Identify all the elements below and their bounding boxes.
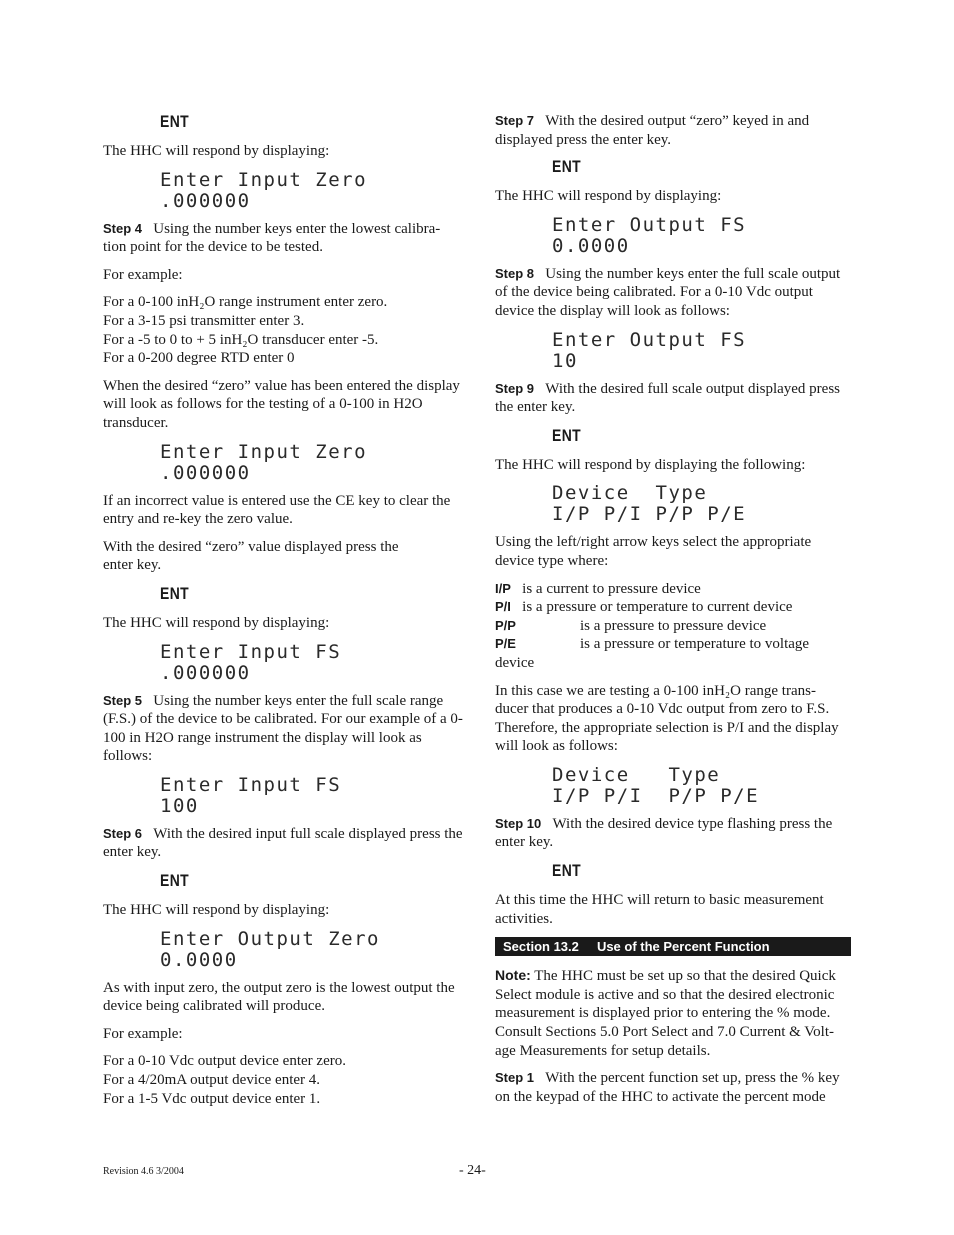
ent-key-label: ENT [552, 425, 582, 445]
paragraph: The HHC will respond by displaying: [103, 902, 330, 919]
list-item: For a 4/20mA output device enter 4. [103, 1072, 321, 1089]
ent-key-label: ENT [552, 861, 582, 881]
step-label: Step 4 [103, 220, 143, 236]
lcd-display: Enter Input FS .000000 [160, 640, 342, 684]
paragraph: The HHC will respond by displaying: [103, 614, 330, 631]
note-label: Note: [495, 967, 531, 984]
section-number: Section 13.2 [503, 939, 579, 955]
ent-key-label: ENT [160, 112, 190, 131]
note: Note: The HHC must be set up so that the desired Quick Select module is active and so that the desired electronic measurement is displayed prior to entering the % mode. Consult Sections 5.0 Port Select and 7.0 Current & Volt- age Measurements for setup details. [495, 967, 836, 1059]
list-item: device [495, 654, 535, 671]
step-9: Step 9 With the desired full scale output displayed press the enter key. [495, 380, 841, 416]
example-list [103, 1052, 463, 1108]
lcd-display: Device Type I/P P/I P/P P/E [552, 763, 760, 807]
paragraph: For example: [103, 266, 183, 283]
list-item: For a -5 to 0 to + 5 inH₂O transducer enter -5. [103, 331, 379, 348]
step-5: Step 5 Using the number keys enter the full scale range (F.S.) of the device to be calibrated. For our example of a 0-100 in H2O range instrument the display will look as follows: [103, 692, 463, 765]
paragraph: When the desired “zero” value has been entered the display will look as follows for the testing of a 0-100 in H2O transducer. [103, 377, 460, 431]
step-4: Step 4 Using the number keys enter the lowest calibra- tion point for the device to be tested. [103, 220, 441, 256]
list-item: I/P is a current to pressure device [495, 580, 701, 597]
type-code: P/P [495, 617, 516, 633]
revision-footer: Revision 4.6 3/2004 [103, 1166, 184, 1177]
step-8: Step 8 Using the number keys enter the full scale output of the device being calibrated. For a 0-10 Vdc output device the display will look as follows: [495, 265, 841, 319]
list-item: For a 0-10 Vdc output device enter zero. [103, 1053, 346, 1070]
step-label: Step 6 [103, 825, 143, 841]
list-item: For a 1-5 Vdc output device enter 1. [103, 1090, 321, 1107]
paragraph: For example: [103, 1025, 183, 1042]
step-7: Step 7 With the desired output “zero” keyed in and displayed press the enter key. [495, 113, 810, 148]
step-10: Step 10 With the desired device type flashing press the enter key. [495, 815, 833, 851]
right-column [495, 112, 851, 1115]
step-label: Step 1 [495, 1070, 535, 1086]
paragraph: In this case we are testing a 0-100 inH₂O range trans- ducer that produces a 0-10 Vdc output from zero to F.S. Therefore, the appropriate selection is P/I and the display will look as follows: [495, 682, 839, 755]
paragraph: With the desired “zero” value displayed press the enter key. [103, 538, 399, 574]
step-1: Step 1 With the percent function set up, press the % key on the keypad of the HHC to activate the percent mode [495, 1070, 840, 1105]
paragraph: If an incorrect value is entered use the CE key to clear the entry and re-key the zero value. [103, 492, 451, 528]
paragraph: Using the left/right arrow keys select the appropriate device type where: [495, 534, 812, 569]
lcd-display: Enter Output FS 10 [552, 328, 747, 372]
list-item: For a 0-200 degree RTD enter 0 [103, 350, 295, 367]
list-item: P/P is a pressure to pressure device [495, 617, 767, 634]
lcd-display: Device Type I/P P/I P/P P/E [552, 482, 747, 526]
lcd-display: Enter Input Zero .000000 [160, 440, 368, 484]
left-column [103, 112, 463, 1117]
type-code: P/E [495, 636, 516, 652]
list-item: P/I is a pressure or temperature to current device [495, 599, 793, 616]
page-number: - 24- [459, 1163, 486, 1178]
ent-key-label: ENT [160, 583, 190, 603]
section-heading [495, 937, 851, 956]
ent-key-label: ENT [552, 157, 582, 177]
list-item: For a 3-15 psi transmitter enter 3. [103, 312, 305, 329]
list-item: P/E is a pressure or temperature to voltage [495, 636, 810, 653]
example-list [103, 293, 463, 367]
section-title: Use of the Percent Function [596, 939, 770, 955]
list-item: For a 0-100 inH₂O range instrument enter zero. [103, 294, 388, 311]
paragraph: At this time the HHC will return to basic measurement activities. [495, 892, 824, 927]
step-6: Step 6 With the desired input full scale displayed press the enter key. [103, 825, 463, 861]
lcd-display: Enter Input FS 100 [160, 773, 342, 817]
paragraph: The HHC will respond by displaying the following: [495, 456, 806, 473]
device-type-list [495, 580, 851, 673]
step-label: Step 10 [495, 815, 542, 831]
step-label: Step 8 [495, 265, 535, 281]
paragraph: The HHC will respond by displaying: [495, 188, 722, 205]
type-code: P/I [495, 599, 511, 615]
lcd-display: Enter Output FS 0.0000 [552, 213, 747, 257]
paragraph: The HHC will respond by displaying: [103, 143, 330, 159]
step-label: Step 7 [495, 113, 535, 128]
ent-key-label: ENT [160, 871, 190, 891]
step-label: Step 5 [103, 692, 143, 708]
type-code: I/P [495, 580, 511, 596]
paragraph: As with input zero, the output zero is the lowest output the device being calibrated will produce. [103, 979, 455, 1015]
step-label: Step 9 [495, 380, 535, 396]
lcd-display: Enter Output Zero 0.0000 [160, 927, 380, 971]
lcd-display: Enter Input Zero .000000 [160, 168, 368, 212]
